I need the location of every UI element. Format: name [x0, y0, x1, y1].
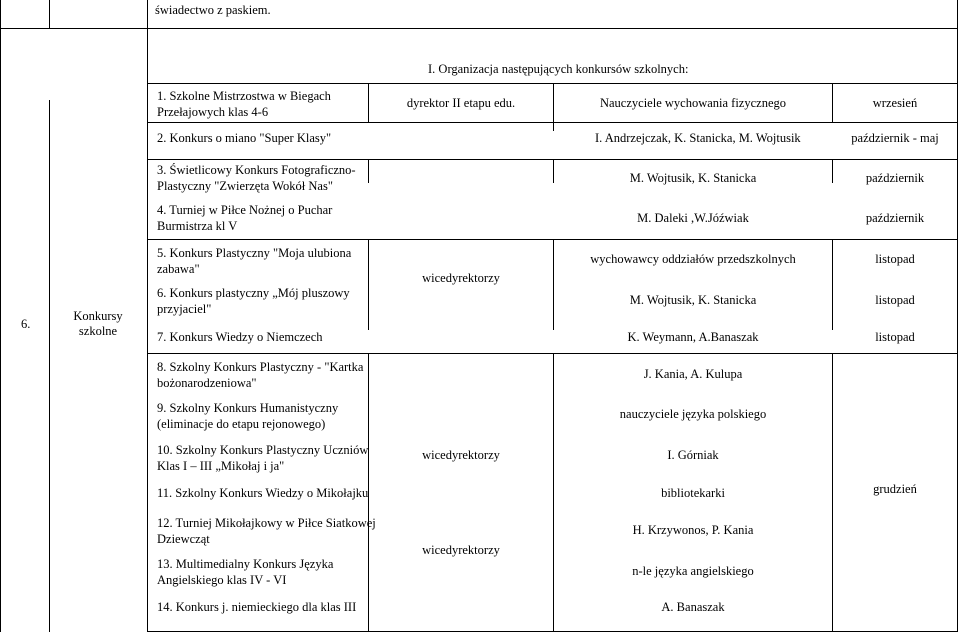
contest-14-person: A. Banaszak: [661, 600, 725, 614]
organizer-group-b: wicedyrektorzy: [422, 448, 500, 462]
grid-line: [49, 0, 50, 28]
contest-11-person: bibliotekarki: [661, 486, 725, 500]
contest-11-name: 11. Szkolny Konkurs Wiedzy o Mikołajku: [157, 486, 369, 500]
contest-name-line: (eliminacje do etapu rejonowego): [157, 417, 326, 431]
contest-name-line: 3. Świetlicowy Konkurs Fotograficzno-: [157, 163, 356, 177]
contest-3-date: październik: [865, 171, 925, 185]
contest-name-line: zabawa": [157, 262, 200, 276]
grid-line: [147, 83, 958, 84]
contest-4-name: [157, 202, 332, 234]
organizer-group-a: wicedyrektorzy: [422, 271, 500, 285]
contest-name-line: 5. Konkurs Plastyczny "Moja ulubiona: [157, 246, 352, 260]
contest-6-date: listopad: [875, 293, 915, 307]
contest-1-person: Nauczyciele wychowania fizycznego: [599, 96, 786, 110]
prev-row-text: świadectwo z paskiem.: [155, 3, 271, 17]
contest-10-name: [157, 442, 368, 474]
contest-3-name: [157, 162, 356, 194]
contest-name-line: 4. Turniej w Piłce Nożnej o Puchar: [157, 203, 333, 217]
contest-7-name: 7. Konkurs Wiedzy o Niemczech: [157, 330, 323, 344]
grid-line: [0, 0, 1, 632]
contest-name-line: Angielskiego klas IV - VI: [157, 573, 287, 587]
grid-line: [147, 159, 958, 160]
contest-12-name: [157, 515, 376, 547]
contest-2-person: I. Andrzejczak, K. Stanicka, M. Wojtusik: [595, 131, 801, 145]
grid-line: [0, 28, 958, 29]
contest-name-line: Dziewcząt: [157, 532, 210, 546]
contest-1-name: [157, 88, 331, 120]
grid-line: [957, 0, 958, 632]
grid-line: [553, 123, 554, 131]
contest-name-line: 12. Turniej Mikołajkowy w Piłce Siatkowej: [157, 516, 376, 530]
contest-5-date: listopad: [875, 252, 915, 266]
row-category-line: szkolne: [78, 324, 118, 338]
contest-5-name: [157, 245, 351, 277]
contest-2-name: 2. Konkurs o miano "Super Klasy": [157, 131, 332, 145]
contest-13-name: [157, 556, 333, 588]
contest-name-line: 6. Konkurs plastyczny „Mój pluszowy: [157, 286, 350, 300]
contest-name-line: bożonarodzeniowa": [157, 376, 257, 390]
contest-9-person: nauczyciele języka polskiego: [619, 407, 767, 421]
contest-6-name: [157, 285, 350, 317]
grid-line: [49, 100, 50, 632]
contest-2-date: październik - maj: [851, 131, 939, 145]
contest-3-person: M. Wojtusik, K. Stanicka: [629, 171, 757, 185]
contest-name-line: Klas I – III „Mikołaj i ja": [157, 459, 285, 473]
contest-5-person: wychowawcy oddziałów przedszkolnych: [590, 252, 796, 266]
contest-name-line: 13. Multimedialny Konkurs Języka: [157, 557, 334, 571]
section-heading: I. Organizacja następujących konkursów szkolnych:: [428, 62, 689, 76]
organizer-group-c: wicedyrektorzy: [422, 543, 500, 557]
contest-13-person: n-le języka angielskiego: [632, 564, 754, 578]
contest-9-name: [157, 400, 338, 432]
contest-name-line: 1. Szkolne Mistrzostwa w Biegach: [157, 89, 331, 103]
row-category-line: Konkursy: [73, 309, 123, 323]
grid-line: [147, 122, 958, 123]
contest-6-person: M. Wojtusik, K. Stanicka: [629, 293, 757, 307]
row-number: 6.: [21, 317, 31, 331]
grid-line: [368, 160, 369, 183]
contest-name-line: Przełajowych klas 4-6: [157, 105, 269, 119]
date-group-december: grudzień: [873, 482, 917, 496]
row-category: [50, 309, 146, 339]
organizer-first: dyrektor II etapu edu.: [406, 96, 516, 110]
contest-14-name: 14. Konkurs j. niemieckiego dla klas III: [157, 600, 357, 614]
contest-1-date: wrzesień: [872, 96, 918, 110]
contest-name-line: 9. Szkolny Konkurs Humanistyczny: [157, 401, 339, 415]
contest-name-line: 8. Szkolny Konkurs Plastyczny - "Kartka: [157, 360, 364, 374]
contest-4-person: M. Daleki ,W.Jóźwiak: [637, 211, 749, 225]
contest-8-person: J. Kania, A. Kulupa: [643, 367, 743, 381]
contest-12-person: H. Krzywonos, P. Kania: [632, 523, 754, 537]
grid-line: [147, 0, 148, 632]
contest-7-date: listopad: [875, 330, 915, 344]
contest-10-person: I. Górniak: [667, 448, 719, 462]
grid-line: [147, 239, 958, 240]
grid-line: [147, 353, 958, 354]
contest-name-line: Plastyczny "Zwierzęta Wokół Nas": [157, 179, 333, 193]
contest-8-name: [157, 359, 363, 391]
contest-7-person: K. Weymann, A.Banaszak: [627, 330, 759, 344]
contest-4-date: październik: [865, 211, 925, 225]
contest-name-line: Burmistrza kl V: [157, 219, 238, 233]
contest-name-line: przyjaciel": [157, 302, 212, 316]
contest-name-line: 10. Szkolny Konkurs Plastyczny Uczniów: [157, 443, 369, 457]
